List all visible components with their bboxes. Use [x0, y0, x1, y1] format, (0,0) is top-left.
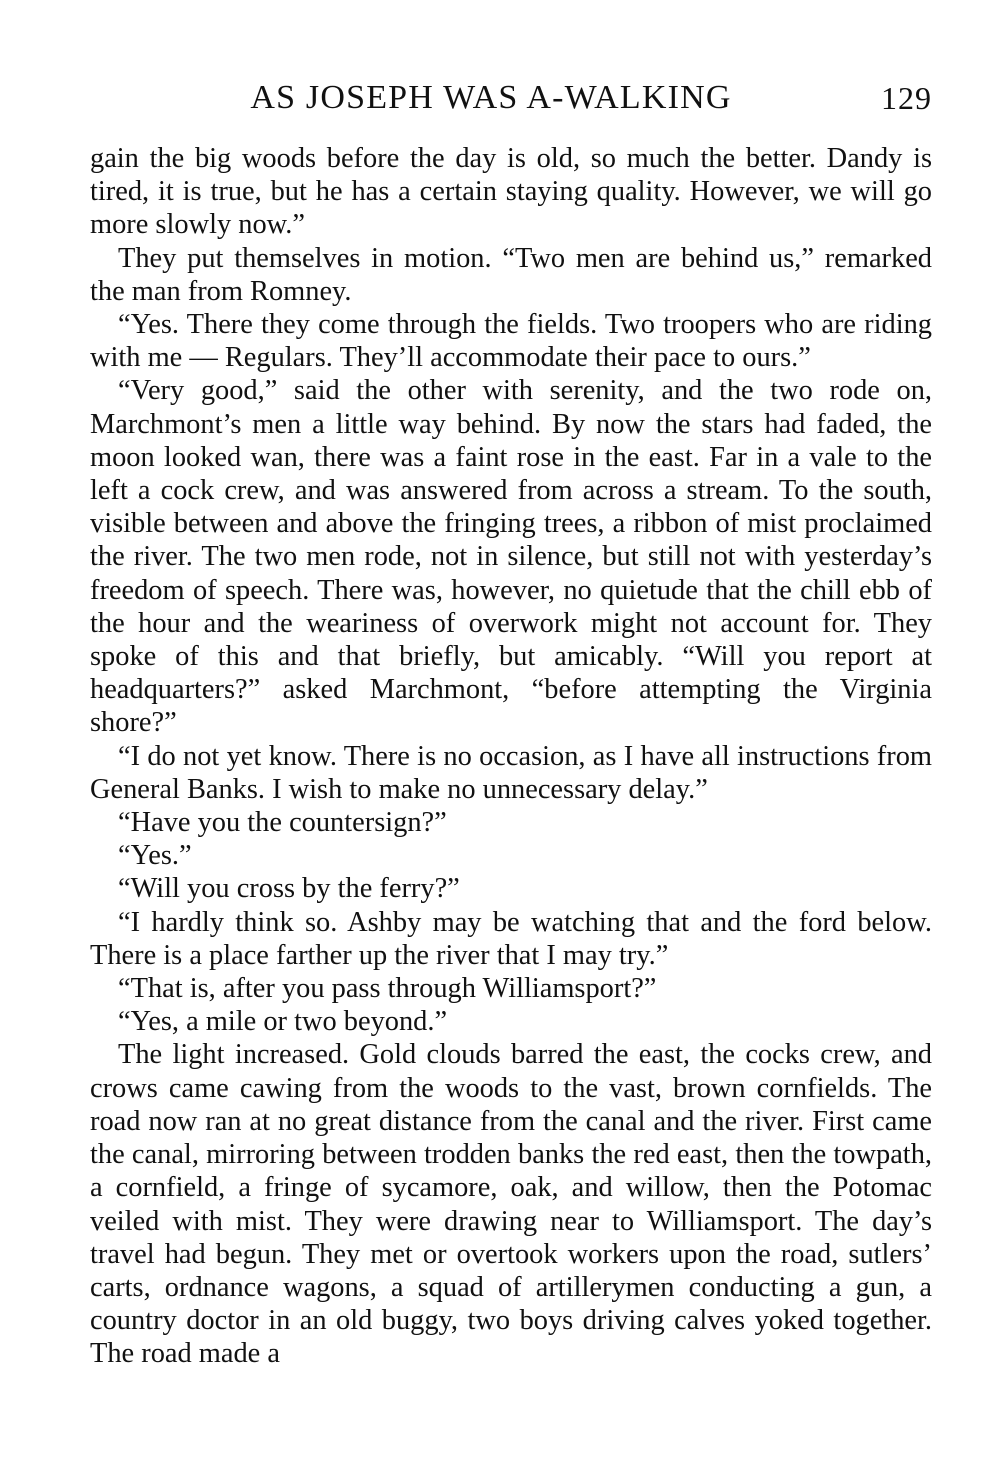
paragraph: “Yes. There they come through the fields. Two troopers who are riding with me — Regulars. They’ll accommodate their pace to ours.”: [90, 309, 932, 374]
running-title: AS JOSEPH WAS A-WALKING: [250, 79, 732, 116]
paragraph: “Will you cross by the ferry?”: [118, 873, 460, 905]
paragraph: “Very good,” said the other with serenity, and the two rode on, Marchmont’s men a little way behind. By now the stars had faded, the moon looked wan, there was a faint rose in the east. Far in a vale to the left a cock crew, and was answered from across a stream. To the south, visible between and above the fringing trees, a ribbon of mist proclaimed the river. The two men rode, not in silence, but still not with yesterday’s freedom of speech. There was, however, no quietude that the chill ebb of the hour and the weariness of overwork might not account for. They spoke of this and that briefly, but amicably. “Will you report at headquarters?” asked Marchmont, “before attempting the Virginia shore?”: [90, 375, 932, 739]
page-number: 129: [881, 80, 932, 116]
paragraph: “Yes.”: [118, 840, 192, 872]
paragraph: “That is, after you pass through Williamsport?”: [118, 973, 657, 1005]
paragraph: “Yes, a mile or two beyond.”: [118, 1006, 448, 1038]
paragraph-continued: gain the big woods before the day is old, so much the better. Dandy is tired, it is true, but he has a certain staying quality. However, we will go more slowly now.”: [90, 143, 932, 241]
body-text: [90, 142, 932, 1371]
paragraph: They put themselves in motion. “Two men are behind us,” remarked the man from Romney.: [90, 242, 932, 307]
paragraph: The light increased. Gold clouds barred the east, the cocks crew, and crows came cawing from the woods to the vast, brown cornfields. The road now ran at no great distance from the canal and the river. First came the canal, mirroring between trodden banks the red east, then the towpath, a cornfield, a fringe of sycamore, oak, and willow, then the Potomac veiled with mist. They were drawing near to Williamsport. The day’s travel had begun. They met or overtook workers upon the road, sutlers’ carts, ordnance wagons, a squad of artillerymen conducting a gun, a country doctor in an old buggy, two boys driving calves yoked together. The road made a: [90, 1039, 932, 1370]
paragraph: “Have you the countersign?”: [118, 807, 447, 839]
paragraph: “I hardly think so. Ashby may be watching that and the ford below. There is a place farther up the river that I may try.”: [90, 906, 932, 971]
paragraph: “I do not yet know. There is no occasion, as I have all instructions from General Banks. I wish to make no unnecessary delay.”: [90, 740, 932, 805]
running-head: [90, 74, 932, 124]
